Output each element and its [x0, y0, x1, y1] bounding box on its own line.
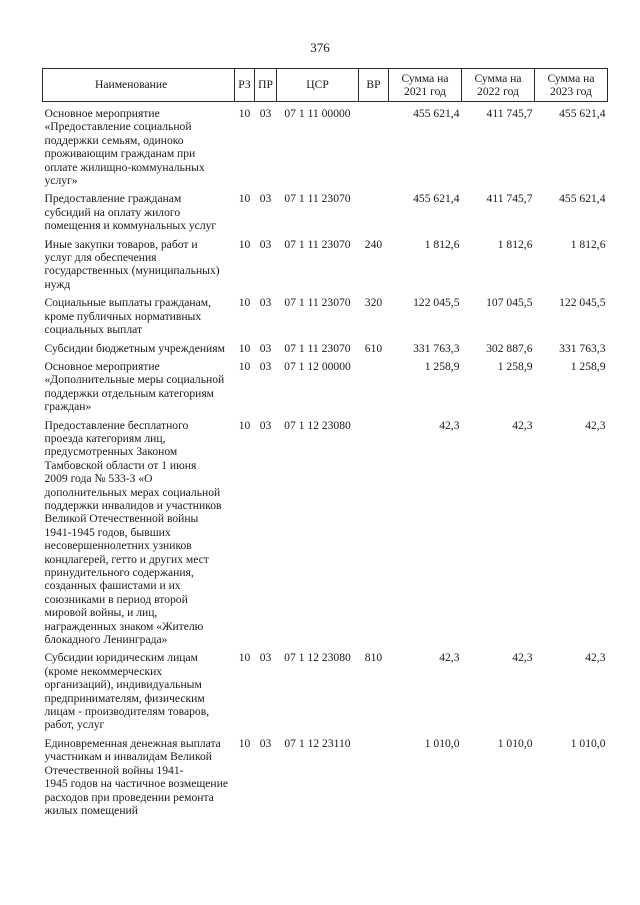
table-row	[43, 360, 608, 419]
row-vr	[359, 737, 389, 822]
row-pr: 03	[259, 192, 272, 206]
row-name-line: предусмотренных Законом	[44, 445, 178, 459]
row-pr: 03	[259, 418, 272, 432]
row-name-line: Основное мероприятие	[44, 107, 160, 120]
header-rz: РЗ	[235, 69, 255, 102]
row-name	[43, 651, 235, 736]
row-name-line: проезда категориям лиц,	[44, 431, 166, 445]
row-name	[43, 238, 235, 297]
row-sum-2021: 1 258,9	[424, 359, 460, 373]
row-csr: 07 1 11 00000	[284, 107, 351, 120]
row-sum-2021: 331 763,3	[413, 341, 460, 355]
row-csr: 07 1 11 23070	[284, 296, 351, 310]
row-name-line: услуг для обеспечения	[44, 251, 157, 265]
row-name-line: созданных фашистами и их	[44, 579, 181, 593]
budget-table	[42, 68, 608, 822]
row-vr	[359, 192, 389, 237]
row-name-line: «Предоставление социальной	[44, 120, 192, 134]
row-pr: 03	[259, 237, 272, 251]
header-name: Наименование	[43, 69, 235, 102]
row-pr: 03	[259, 341, 272, 355]
row-name-line: организаций), индивидуальным	[44, 678, 202, 692]
row-sum-2023: 331 763,3	[559, 341, 606, 355]
row-name-line: 2009 года № 533-З «О	[44, 472, 153, 486]
row-name-line: союзниками в период второй	[44, 592, 188, 606]
row-rz: 10	[238, 736, 251, 750]
table-row	[43, 737, 608, 822]
row-name-line: предпринимателям, физическим	[44, 691, 205, 705]
row-name-line: нужд	[44, 277, 71, 291]
row-vr: 320	[364, 296, 383, 310]
row-name-line: Субсидии бюджетным учреждениям	[44, 341, 225, 355]
row-rz: 10	[238, 237, 251, 251]
row-name-line: Предоставление гражданам	[44, 192, 182, 206]
row-rz: 10	[238, 418, 251, 432]
row-vr	[359, 102, 389, 193]
row-csr: 07 1 12 23080	[284, 418, 351, 432]
row-name-line: услуг»	[44, 174, 78, 188]
row-name-line: Предоставление бесплатного	[44, 418, 189, 432]
row-csr: 07 1 11 23070	[284, 192, 351, 206]
row-name-line: несовершеннолетних узников	[44, 539, 192, 553]
row-name	[43, 342, 235, 360]
row-name-line: Единовременная денежная выплата	[44, 736, 221, 750]
row-name-line: «Дополнительные меры социальной	[44, 373, 225, 387]
row-name-line: Социальные выплаты гражданам,	[44, 296, 211, 310]
row-pr: 03	[259, 359, 272, 373]
row-sum-2023: 1 010,0	[570, 736, 606, 750]
row-name	[43, 419, 235, 652]
row-csr: 07 1 11 23070	[284, 341, 351, 355]
row-pr: 03	[259, 736, 272, 750]
header-pr: ПР	[255, 69, 277, 102]
header-csr: ЦСР	[277, 69, 359, 102]
header-vr: ВР	[359, 69, 389, 102]
row-name-line: Отечественной войны 1941-	[44, 763, 184, 777]
row-sum-2022: 1 010,0	[497, 736, 533, 750]
row-sum-2021: 122 045,5	[413, 296, 460, 310]
row-sum-2021: 455 621,4	[413, 192, 460, 206]
row-name-line: лицам - производителям товаров,	[44, 705, 210, 719]
row-sum-2023: 42,3	[585, 651, 606, 665]
row-name-line: 1941-1945 годов, бывших	[44, 525, 171, 539]
table-row	[43, 419, 608, 652]
row-csr: 07 1 12 00000	[284, 359, 351, 373]
row-name	[43, 737, 235, 822]
table-row	[43, 296, 608, 341]
row-name-line: Иные закупки товаров, работ и	[44, 237, 198, 251]
row-name	[43, 102, 235, 193]
row-sum-2021: 1 010,0	[424, 736, 460, 750]
row-sum-2023: 1 812,6	[570, 237, 606, 251]
row-name-line: субсидий на оплату жилого	[44, 205, 181, 219]
row-sum-2022: 107 045,5	[486, 296, 533, 310]
table-row	[43, 651, 608, 736]
page-number: 376	[310, 40, 330, 55]
row-name-line: расходов при проведении ремонта	[44, 790, 214, 804]
row-vr	[359, 419, 389, 652]
row-name-line: дополнительных мерах социальной	[44, 485, 221, 499]
row-sum-2022: 1 812,6	[497, 237, 533, 251]
row-name-line: оплате жилищно-коммунальных	[44, 160, 205, 174]
table-body	[43, 102, 608, 823]
row-pr: 03	[259, 651, 272, 665]
row-name	[43, 192, 235, 237]
row-rz: 10	[238, 107, 251, 120]
row-rz: 10	[238, 296, 251, 310]
table-header-row	[43, 69, 608, 102]
row-sum-2021: 42,3	[439, 651, 460, 665]
row-sum-2021: 455 621,4	[413, 107, 460, 120]
row-pr: 03	[259, 296, 272, 310]
row-name-line: мировой войны, и лиц,	[44, 606, 158, 620]
row-rz: 10	[238, 651, 251, 665]
row-pr: 03	[259, 107, 272, 120]
row-name-line: граждан»	[44, 400, 92, 414]
row-name-line: Субсидии юридическим лицам	[44, 651, 198, 665]
table-row	[43, 102, 608, 193]
row-name-line: социальных выплат	[44, 323, 143, 337]
header-sum-2023: Сумма на 2023 год	[535, 69, 608, 102]
row-sum-2022: 1 258,9	[497, 359, 533, 373]
row-vr: 810	[364, 651, 383, 665]
header-sum-2021: Сумма на 2021 год	[389, 69, 462, 102]
row-sum-2021: 42,3	[439, 418, 460, 432]
row-vr: 610	[364, 341, 383, 355]
row-sum-2022: 302 887,6	[486, 341, 533, 355]
header-sum-2022: Сумма на 2022 год	[462, 69, 535, 102]
row-rz: 10	[238, 341, 251, 355]
row-sum-2022: 42,3	[512, 418, 533, 432]
row-name	[43, 296, 235, 341]
row-name-line: помещения и коммунальных услуг	[44, 219, 217, 233]
row-sum-2023: 455 621,4	[559, 107, 606, 120]
row-name-line: 1945 годов на частичное возмещение	[44, 777, 228, 791]
row-csr: 07 1 11 23070	[284, 237, 351, 251]
row-sum-2022: 42,3	[512, 651, 533, 665]
row-name-line: поддержки инвалидов и участников	[44, 498, 222, 512]
row-vr	[359, 360, 389, 419]
row-name-line: блокадного Ленинграда»	[44, 633, 168, 647]
row-csr: 07 1 12 23080	[284, 651, 351, 665]
row-name-line: (кроме некоммерческих	[44, 664, 163, 678]
table-row	[43, 238, 608, 297]
row-sum-2023: 42,3	[585, 418, 606, 432]
row-sum-2023: 122 045,5	[559, 296, 606, 310]
row-sum-2022: 411 745,7	[486, 107, 533, 120]
row-vr: 240	[364, 237, 383, 251]
row-name-line: проживающим гражданам при	[44, 147, 196, 161]
row-rz: 10	[238, 192, 251, 206]
row-name-line: участникам и инвалидам Великой	[44, 750, 212, 764]
row-name	[43, 360, 235, 419]
row-name-line: Основное мероприятие	[44, 359, 160, 373]
row-name-line: поддержки отдельным категориям	[44, 386, 215, 400]
row-sum-2023: 1 258,9	[570, 359, 606, 373]
table-row	[43, 342, 608, 360]
row-name-line: поддержки семьям, одиноко	[44, 133, 184, 147]
row-name-line: государственных (муниципальных)	[44, 264, 220, 278]
row-name-line: работ, услуг	[44, 718, 105, 732]
row-name-line: принудительного содержания,	[44, 566, 194, 579]
row-csr: 07 1 12 23110	[284, 736, 351, 750]
row-name-line: Тамбовской области от 1 июня	[44, 458, 197, 472]
row-name-line: Великой Отечественной войны	[44, 512, 199, 526]
row-sum-2021: 1 812,6	[424, 237, 460, 251]
row-name-line: кроме публичных нормативных	[44, 309, 202, 323]
table-row	[43, 192, 608, 237]
row-rz: 10	[238, 359, 251, 373]
row-sum-2022: 411 745,7	[486, 192, 533, 206]
row-name-line: жилых помещений	[44, 803, 138, 817]
row-name-line: концлагерей, гетто и других мест	[44, 552, 209, 566]
row-sum-2023: 455 621,4	[559, 192, 606, 206]
row-name-line: награжденных знаком «Жителю	[44, 619, 204, 633]
